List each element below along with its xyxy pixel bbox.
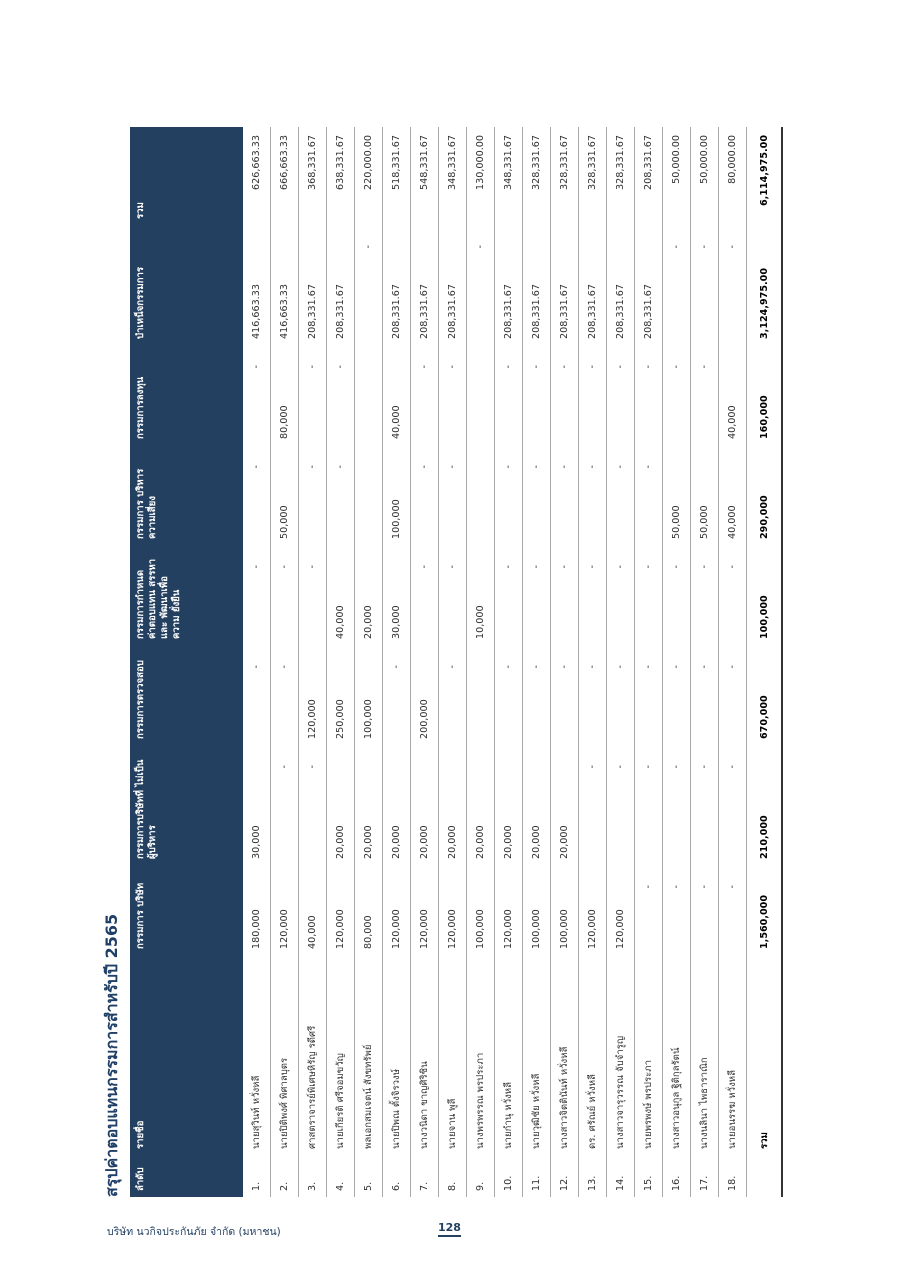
cell-audit: - [523,647,551,747]
cell-no: 5. [355,1157,383,1197]
cell-total: 348,331.67 [495,127,523,227]
cell-no: 4. [327,1157,355,1197]
total-grand: 6,114,975.00 [747,127,783,227]
cell-bonus: 208,331.67 [635,227,663,347]
cell-non-exec: - [579,747,607,867]
cell-no: 18. [719,1157,747,1197]
cell-name: นายปิพณ ตั้งจิรวงษ์ [383,957,411,1157]
rotated-page-content [97,127,787,1197]
cell-risk: - [495,447,523,547]
cell-total: 666,663.33 [271,127,299,227]
cell-name: นายจาน พูลี [439,957,467,1157]
cell-audit: 250,000 [327,647,355,747]
cell-investment: - [607,347,635,447]
cell-name: นายวุฒิชัย หวั่งหลี [523,957,551,1157]
cell-nomination: - [439,547,467,647]
table-row [439,127,467,1197]
cell-nomination: - [299,547,327,647]
table-row [467,127,495,1197]
cell-no: 9. [467,1157,495,1197]
col-header-name: รายชื่อ [130,957,243,1157]
cell-non-exec: - [607,747,635,867]
col-header-investment: กรรมการลงทุน [130,347,243,447]
cell-bonus: 208,331.67 [439,227,467,347]
cell-non-exec: - [299,747,327,867]
cell-name: นายอนรรฆ หวั่งหลี [719,957,747,1157]
cell-nomination: 10,000 [467,547,495,647]
cell-total: 130,000.00 [467,127,495,227]
cell-total: 328,331.67 [607,127,635,227]
table-row [635,127,663,1197]
cell-risk: 50,000 [691,447,719,547]
cell-audit: - [383,647,411,747]
cell-non-exec: - [635,747,663,867]
cell-no: 16. [663,1157,691,1197]
cell-non-exec: - [719,747,747,867]
cell-risk: - [579,447,607,547]
cell-bonus: 208,331.67 [523,227,551,347]
cell-risk: - [411,447,439,547]
cell-bonus: 416,663.33 [271,227,299,347]
cell-board: 80,000 [355,867,383,957]
col-header-no: ลำดับ [130,1157,243,1197]
cell-investment [355,347,383,447]
cell-audit: 120,000 [299,647,327,747]
cell-board: - [719,867,747,957]
cell-non-exec: 20,000 [551,747,579,867]
cell-non-exec: 20,000 [355,747,383,867]
cell-risk: - [607,447,635,547]
cell-investment: - [691,347,719,447]
cell-risk: - [551,447,579,547]
cell-no: 8. [439,1157,467,1197]
table-row [663,127,691,1197]
cell-investment: - [299,347,327,447]
cell-name: ดร. ศรัณย์ หวั่งหลี [579,957,607,1157]
cell-total: 220,000.00 [355,127,383,227]
table-row [691,127,719,1197]
cell-bonus: 208,331.67 [551,227,579,347]
cell-board: 180,000 [243,867,271,957]
cell-risk: 100,000 [383,447,411,547]
cell-audit: 100,000 [355,647,383,747]
cell-board: - [663,867,691,957]
cell-nomination: - [719,547,747,647]
cell-nomination: - [607,547,635,647]
cell-investment: 40,000 [719,347,747,447]
cell-board: 120,000 [579,867,607,957]
cell-total: 626,663.33 [243,127,271,227]
cell-nomination: - [691,547,719,647]
table-row [355,127,383,1197]
cell-risk: 50,000 [271,447,299,547]
cell-audit: - [495,647,523,747]
cell-name: นางสาวจารุวรรณ จับจำรูญ [607,957,635,1157]
cell-non-exec: 20,000 [523,747,551,867]
cell-board: 100,000 [467,867,495,957]
cell-audit: - [551,647,579,747]
cell-bonus: 208,331.67 [495,227,523,347]
company-name: บริษัท นวกิจประกันภัย จำกัด (มหาชน) [107,1226,281,1238]
cell-total: 328,331.67 [523,127,551,227]
cell-audit: 200,000 [411,647,439,747]
col-header-bonus: บำเหน็จกรรมการ [130,227,243,347]
cell-no: 11. [523,1157,551,1197]
cell-no: 10. [495,1157,523,1197]
cell-name: นายกำนุ หวั่งหลี [495,957,523,1157]
cell-investment: - [243,347,271,447]
cell-total: 208,331.67 [635,127,663,227]
cell-bonus: 208,331.67 [579,227,607,347]
cell-no: 13. [579,1157,607,1197]
col-header-nomination: กรรมการกำหนด ค่าตอบแทน สรรหา และ พัฒนาเพื่อความ ยั่งยืน [130,547,243,647]
cell-non-exec: - [663,747,691,867]
cell-board: 120,000 [411,867,439,957]
cell-no: 15. [635,1157,663,1197]
cell-name: นางวนิดา ขาญศิริชิน [411,957,439,1157]
cell-investment: - [439,347,467,447]
cell-investment: - [523,347,551,447]
table-header-row [130,127,243,1197]
cell-bonus: - [467,227,495,347]
table-row [299,127,327,1197]
cell-board: 120,000 [327,867,355,957]
col-header-total: รวม [130,127,243,227]
cell-risk: - [327,447,355,547]
cell-nomination: - [243,547,271,647]
table-row [383,127,411,1197]
cell-non-exec: 30,000 [243,747,271,867]
table-row [551,127,579,1197]
cell-investment: - [327,347,355,447]
cell-nomination: - [579,547,607,647]
cell-board: - [635,867,663,957]
cell-bonus: - [691,227,719,347]
cell-board: 120,000 [495,867,523,957]
cell-investment: - [579,347,607,447]
cell-nomination: 40,000 [327,547,355,647]
cell-nomination: - [495,547,523,647]
cell-name: นายปิติพงศ์ พิศาลบุตร [271,957,299,1157]
cell-non-exec: 20,000 [411,747,439,867]
cell-nomination: - [551,547,579,647]
total-spacer [747,1157,783,1197]
cell-name: นางสาวจิตตินันท์ หวั่งหลี [551,957,579,1157]
cell-non-exec: 20,000 [467,747,495,867]
page-title: สรุปค่าตอบแทนกรรมการสำหรับปี 2565 [102,913,121,1197]
col-header-non-exec: กรรมการบริษัทที่ ไม่เป็นผู้บริหาร [130,747,243,867]
total-bonus: 3,124,975.00 [747,227,783,347]
cell-nomination: - [635,547,663,647]
total-risk: 290,000 [747,447,783,547]
cell-non-exec: 20,000 [495,747,523,867]
cell-name: นางนลินา ไพธาราณิก [691,957,719,1157]
cell-no: 1. [243,1157,271,1197]
cell-bonus: 208,331.67 [327,227,355,347]
total-audit: 670,000 [747,647,783,747]
cell-investment: - [551,347,579,447]
col-header-audit: กรรมการตรวจสอบ [130,647,243,747]
cell-bonus: 208,331.67 [299,227,327,347]
cell-audit: - [579,647,607,747]
cell-audit: - [243,647,271,747]
remuneration-table [130,127,783,1197]
cell-audit: - [719,647,747,747]
cell-no: 17. [691,1157,719,1197]
col-header-board: กรรมการ บริษัท [130,867,243,957]
cell-name: นายพรพงษ์ พรประภา [635,957,663,1157]
cell-total: 348,331.67 [439,127,467,227]
cell-board: 120,000 [271,867,299,957]
cell-investment: 40,000 [383,347,411,447]
table-row [719,127,747,1197]
cell-risk: 40,000 [719,447,747,547]
cell-risk [355,447,383,547]
cell-bonus: - [663,227,691,347]
cell-investment: - [411,347,439,447]
cell-audit: - [607,647,635,747]
cell-name: ศาสตราจารย์พิเศษหิรัญ รดีศรี [299,957,327,1157]
cell-name: พลเอกสมเจตน์ สังขทรัพย์ [355,957,383,1157]
cell-investment [467,347,495,447]
table-row [607,127,635,1197]
cell-nomination: - [271,547,299,647]
cell-name: นายเกียรติ ศรีจอมขวัญ [327,957,355,1157]
table-body [243,127,747,1197]
cell-risk: 50,000 [663,447,691,547]
cell-nomination: - [523,547,551,647]
cell-board: 120,000 [439,867,467,957]
cell-non-exec: 20,000 [383,747,411,867]
cell-board: - [691,867,719,957]
cell-audit: - [635,647,663,747]
cell-bonus: 208,331.67 [411,227,439,347]
cell-no: 14. [607,1157,635,1197]
table-row [271,127,299,1197]
cell-board: 100,000 [523,867,551,957]
cell-nomination: 20,000 [355,547,383,647]
cell-risk: - [439,447,467,547]
cell-no: 12. [551,1157,579,1197]
cell-bonus: - [355,227,383,347]
cell-investment: - [495,347,523,447]
cell-investment: - [663,347,691,447]
cell-total: 638,331.67 [327,127,355,227]
cell-total: 328,331.67 [579,127,607,227]
cell-audit: - [439,647,467,747]
col-header-risk: กรรมการ บริหารความเสี่ยง [130,447,243,547]
cell-total: 518,331.67 [383,127,411,227]
total-board: 1,560,000 [747,867,783,957]
cell-non-exec: - [271,747,299,867]
table-total-row [747,127,783,1197]
cell-total: 80,000.00 [719,127,747,227]
cell-total: 548,331.67 [411,127,439,227]
page-number: 128 [438,1221,461,1237]
cell-risk: - [635,447,663,547]
cell-risk: - [299,447,327,547]
cell-total: 368,331.67 [299,127,327,227]
cell-investment: - [635,347,663,447]
cell-non-exec: - [691,747,719,867]
total-nomination: 100,000 [747,547,783,647]
cell-board: 40,000 [299,867,327,957]
cell-total: 50,000.00 [691,127,719,227]
cell-nomination: 30,000 [383,547,411,647]
total-investment: 160,000 [747,347,783,447]
cell-bonus: - [719,227,747,347]
cell-name: นายสุวินท์ หวั่งหลี [243,957,271,1157]
cell-audit: - [271,647,299,747]
cell-bonus: 208,331.67 [383,227,411,347]
cell-audit: - [663,647,691,747]
cell-risk [467,447,495,547]
cell-risk: - [243,447,271,547]
cell-board: 120,000 [607,867,635,957]
total-non-exec: 210,000 [747,747,783,867]
cell-non-exec: 20,000 [327,747,355,867]
cell-total: 328,331.67 [551,127,579,227]
cell-no: 2. [271,1157,299,1197]
cell-no: 3. [299,1157,327,1197]
cell-no: 7. [411,1157,439,1197]
table-row [523,127,551,1197]
cell-total: 50,000.00 [663,127,691,227]
total-label: รวม [747,957,783,1157]
cell-no: 6. [383,1157,411,1197]
cell-risk: - [523,447,551,547]
cell-bonus: 208,331.67 [607,227,635,347]
cell-nomination: - [411,547,439,647]
cell-board: 120,000 [383,867,411,957]
cell-non-exec: 20,000 [439,747,467,867]
cell-board: 100,000 [551,867,579,957]
table-row [495,127,523,1197]
cell-audit [467,647,495,747]
cell-audit: - [691,647,719,747]
table-row [243,127,271,1197]
cell-name: นางพรพรรณ พรประภา [467,957,495,1157]
table-row [327,127,355,1197]
table-row [411,127,439,1197]
cell-nomination: - [663,547,691,647]
cell-bonus: 416,663.33 [243,227,271,347]
cell-name: นางสาวอนุกูล ฐิติกุลรัตน์ [663,957,691,1157]
table-row [579,127,607,1197]
cell-investment: 80,000 [271,347,299,447]
